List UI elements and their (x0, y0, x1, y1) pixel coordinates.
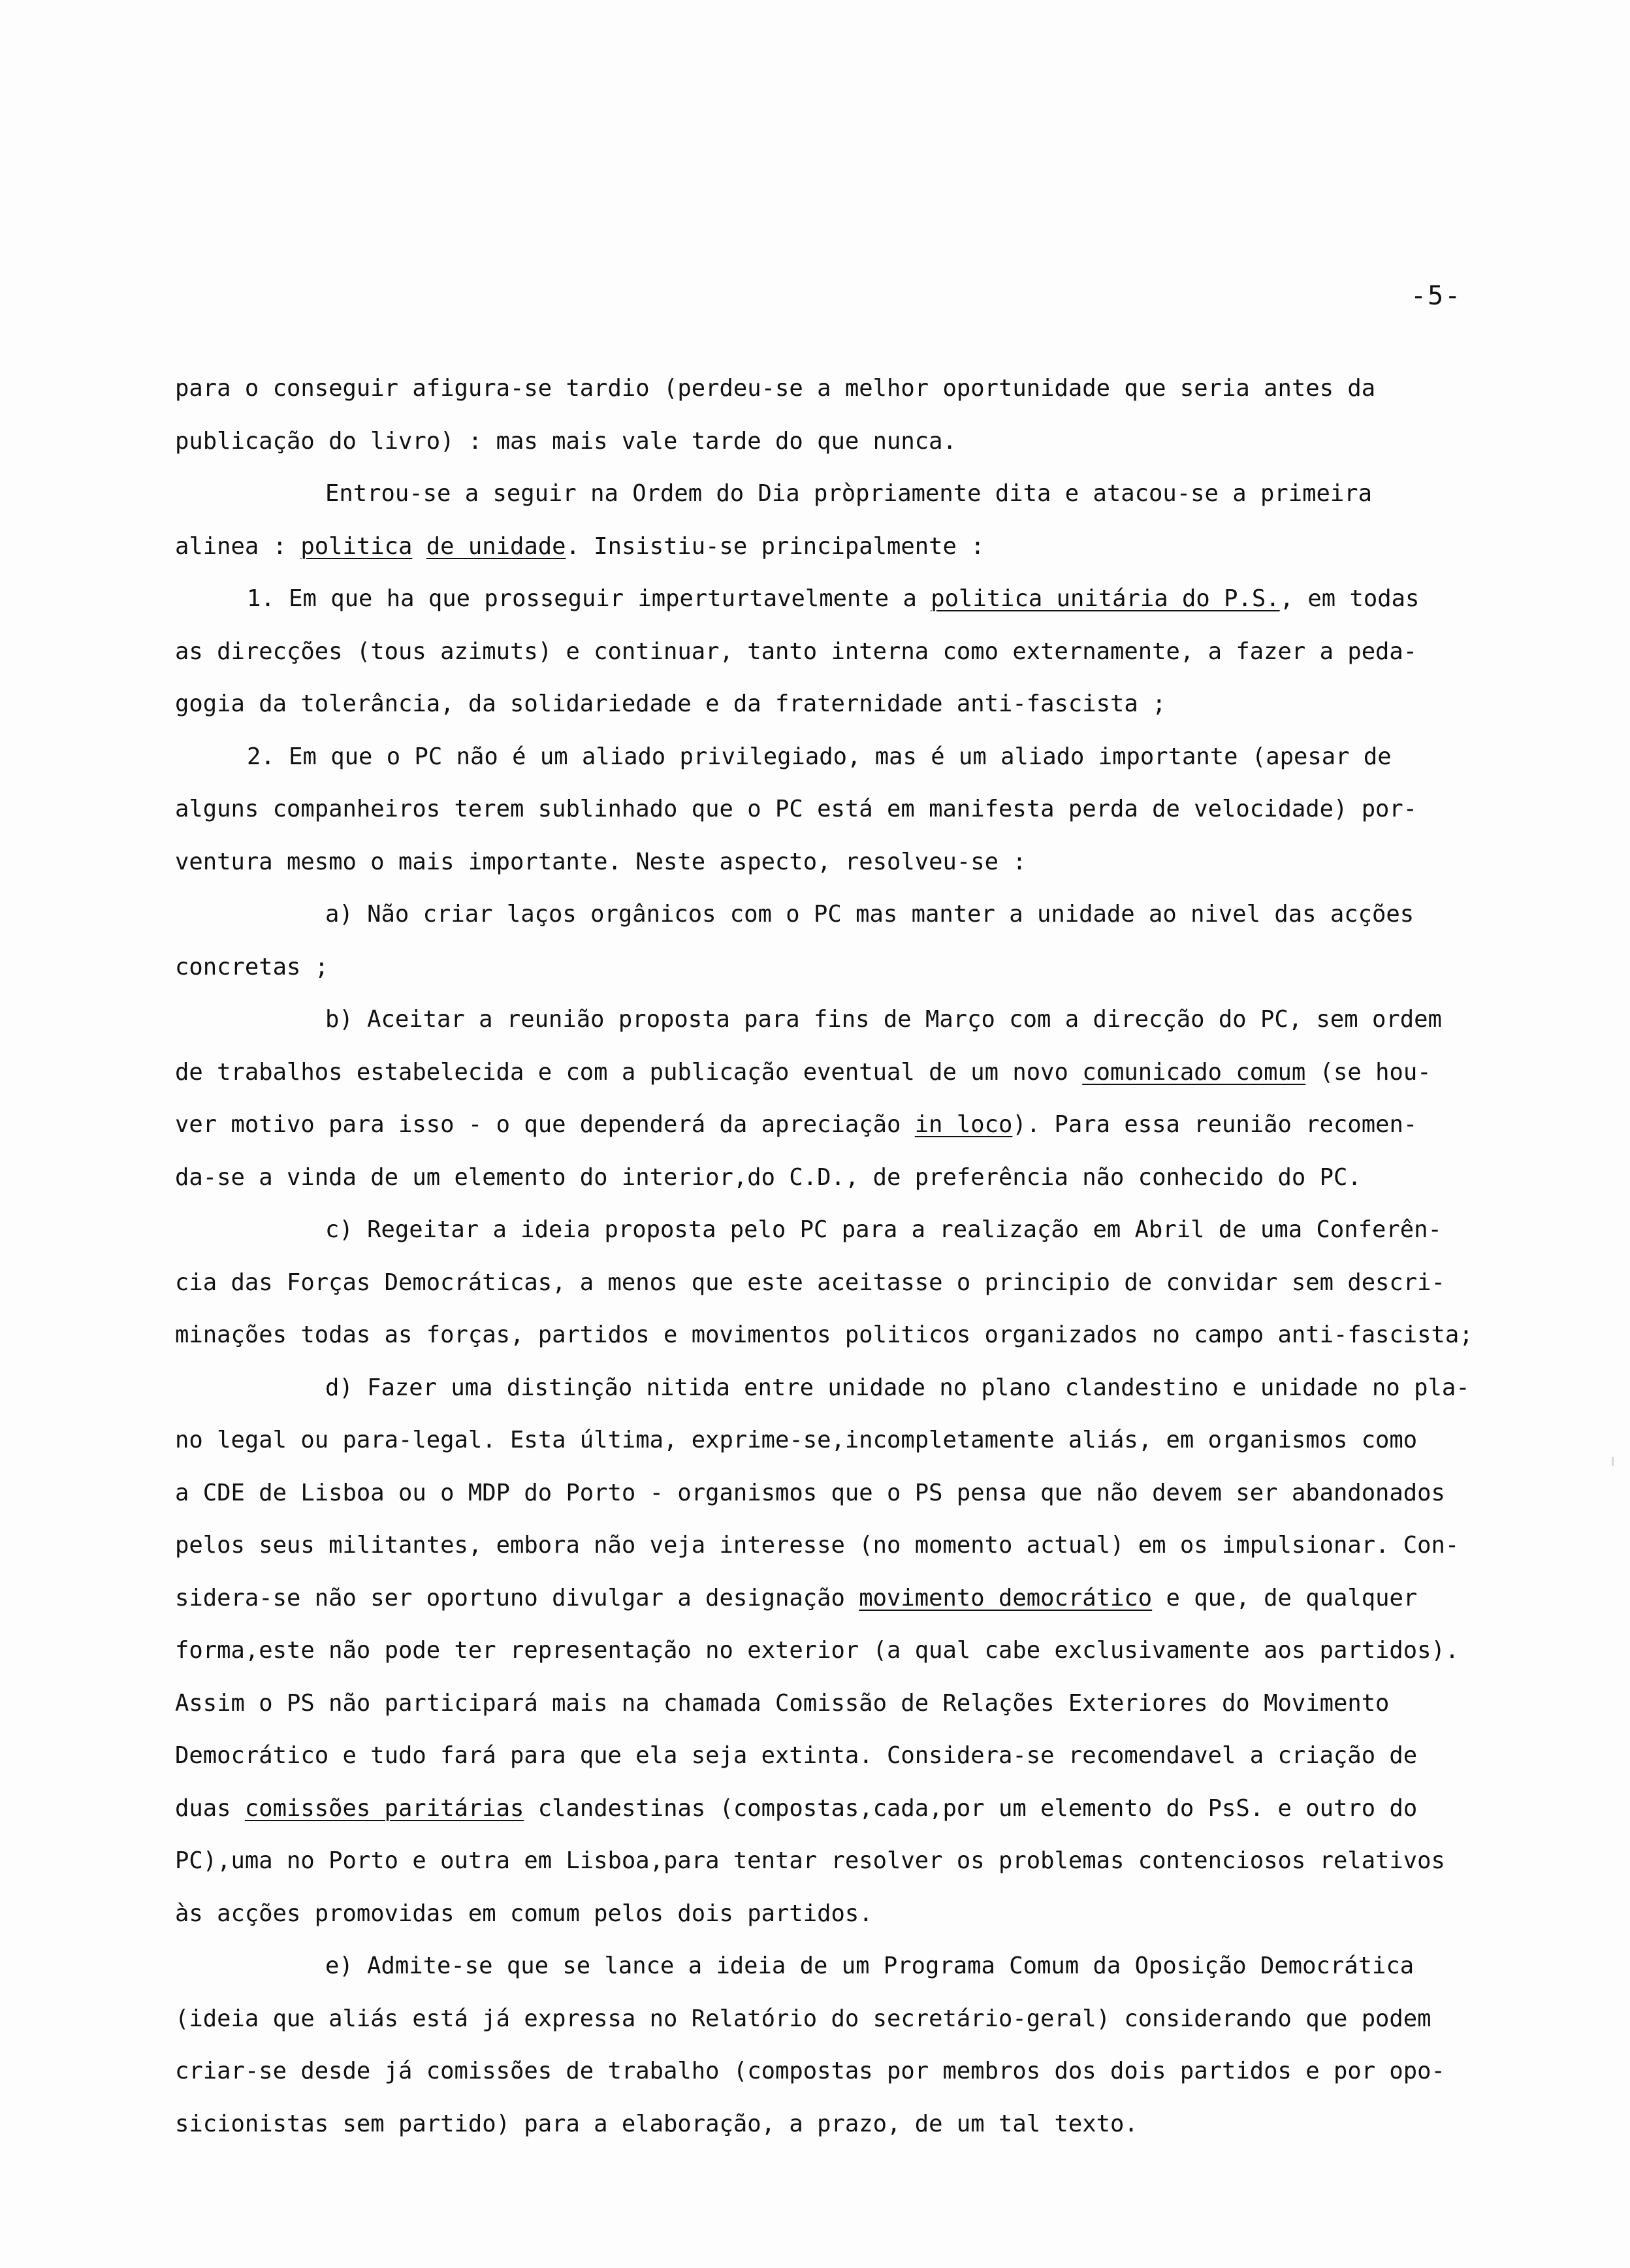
underlined-phrase: de unidade (426, 532, 566, 560)
text-line (175, 1362, 1566, 1415)
text-line (175, 1152, 1566, 1205)
underlined-phrase: politica (300, 532, 413, 560)
text-run: sicionistas sem partido) para a elaboração, a prazo, de um tal texto. (175, 2110, 1138, 2137)
text-line (175, 1625, 1566, 1677)
scan-mark (1612, 1457, 1614, 1466)
text-run: clandestinas (compostas,cada,por um elemento do PsS. e outro do (524, 1794, 1418, 1822)
text-run: c) Regeitar a ideia proposta pelo PC para a realização em Abril de uma Conferên- (325, 1216, 1442, 1243)
text-run: , em todas (1279, 585, 1420, 612)
text-run: Assim o PS não participará mais na chamada Comissão de Relações Exteriores do Movimento (175, 1689, 1390, 1717)
text-run: de trabalhos estabelecida e com a publicação eventual de um novo (175, 1058, 1083, 1086)
text-run: criar-se desde já comissões de trabalho (compostas por membros dos dois partidos e por opo- (175, 2058, 1445, 2084)
text-run: duas (175, 1794, 245, 1822)
text-line (175, 626, 1566, 679)
text-run: alguns companheiros terem sublinhado que o PC está em manifesta perda de velocidade) por- (175, 796, 1418, 822)
text-line (175, 1467, 1566, 1520)
text-line (175, 1783, 1566, 1836)
text-run: no legal ou para-legal. Esta última, exprime-se,incompletamente aliás, em organismos como (175, 1427, 1418, 1453)
text-line (175, 415, 1566, 468)
text-line (175, 468, 1566, 521)
text-line (175, 1677, 1566, 1730)
text-line (175, 1046, 1566, 1099)
document-body (175, 363, 1566, 2150)
text-line (175, 731, 1566, 784)
text-run: alinea : (175, 532, 301, 560)
text-line (175, 2045, 1566, 2098)
text-line (175, 1204, 1566, 1257)
text-run (412, 533, 426, 560)
text-line (175, 1730, 1566, 1783)
text-run: . Insistiu-se principalmente : (566, 532, 985, 560)
text-line (175, 2098, 1566, 2151)
text-run: a) Não criar laços orgânicos com o PC mas manter a unidade ao nivel das acções (325, 901, 1414, 928)
text-run: para o conseguir afigura-se tardio (perdeu-se a melhor oportunidade que seria antes da (175, 375, 1376, 402)
text-line (175, 1257, 1566, 1310)
text-line (175, 1572, 1566, 1625)
text-line (175, 1940, 1566, 1993)
text-run: (se hou- (1305, 1058, 1431, 1086)
text-line (175, 521, 1566, 574)
text-line (175, 1414, 1566, 1467)
page-number: -5- (1411, 281, 1462, 311)
text-line (175, 1519, 1566, 1572)
text-run: 1. Em que ha que prosseguir imperturtavelmente a (247, 585, 931, 612)
text-line (175, 678, 1566, 731)
text-line (175, 941, 1566, 994)
text-run: gogia da tolerância, da solidariedade e da fraternidade anti-fascista ; (175, 690, 1166, 717)
text-run: às acções promovidas em comum pelos dois partidos. (175, 1900, 873, 1927)
text-run: concretas ; (175, 953, 329, 980)
text-run: PC),uma no Porto e outra em Lisboa,para tentar resolver os problemas contenciosos relativos (175, 1847, 1445, 1874)
text-run: d) Fazer uma distinção nitida entre unidade no plano clandestino e unidade no pla- (325, 1374, 1470, 1401)
text-run: sidera-se não ser oportuno divulgar a designação (175, 1584, 859, 1612)
underlined-phrase: comissões paritárias (244, 1794, 524, 1822)
text-line (175, 836, 1566, 889)
text-line (175, 573, 1566, 626)
text-run: (ideia que aliás está já expressa no Relatório do secretário-geral) considerando que podem (175, 2005, 1431, 2032)
underlined-phrase: movimento democrático (859, 1584, 1153, 1612)
text-line (175, 888, 1566, 941)
text-line (175, 783, 1566, 836)
text-run: pelos seus militantes, embora não veja interesse (no momento actual) em os impulsionar. Con- (175, 1532, 1460, 1559)
text-run: Entrou-se a seguir na Ordem do Dia pròpriamente dita e atacou-se a primeira (325, 480, 1372, 507)
text-line (175, 1835, 1566, 1888)
text-run: forma,este não pode ter representação no exterior (a qual cabe exclusivamente aos partidos). (175, 1637, 1460, 1664)
text-run: ). Para essa reunião recomen- (1012, 1111, 1418, 1138)
text-line (175, 1888, 1566, 1941)
text-run: publicação do livro) : mas mais vale tarde do que nunca. (175, 427, 957, 455)
text-run: e) Admite-se que se lance a ideia de um Programa Comum da Oposição Democrática (325, 1952, 1414, 1979)
text-run: Democrático e tudo fará para que ela seja extinta. Considera-se recomendavel a criação de (175, 1742, 1418, 1769)
text-run: b) Aceitar a reunião proposta para fins de Março com a direcção do PC, sem ordem (325, 1006, 1442, 1033)
text-line (175, 1993, 1566, 2046)
underlined-phrase: comunicado comum (1082, 1058, 1306, 1086)
text-line (175, 1099, 1566, 1152)
text-run: ventura mesmo o mais importante. Neste aspecto, resolveu-se : (175, 848, 1027, 875)
text-run: a CDE de Lisboa ou o MDP do Porto - organismos que o PS pensa que não devem ser abandonados (175, 1479, 1445, 1506)
text-run: 2. Em que o PC não é um aliado privilegiado, mas é um aliado importante (apesar de (247, 743, 1392, 770)
text-run: minações todas as forças, partidos e movimentos politicos organizados no campo anti-fascista; (175, 1321, 1473, 1348)
text-run: ver motivo para isso - o que dependerá da apreciação (175, 1111, 915, 1138)
text-line (175, 994, 1566, 1046)
text-run: e que, de qualquer (1152, 1584, 1418, 1612)
text-line (175, 363, 1566, 415)
underlined-phrase: politica unitária do P.S. (931, 585, 1280, 612)
text-run: cia das Forças Democráticas, a menos que este aceitasse o principio de convidar sem descri- (175, 1269, 1445, 1296)
text-run: da-se a vinda de um elemento do interior,do C.D., de preferência não conhecido do PC. (175, 1163, 1362, 1191)
text-run: as direcções (tous azimuts) e continuar, tanto interna como externamente, a fazer a peda- (175, 638, 1418, 665)
underlined-phrase: in loco (914, 1111, 1013, 1138)
text-line (175, 1309, 1566, 1362)
